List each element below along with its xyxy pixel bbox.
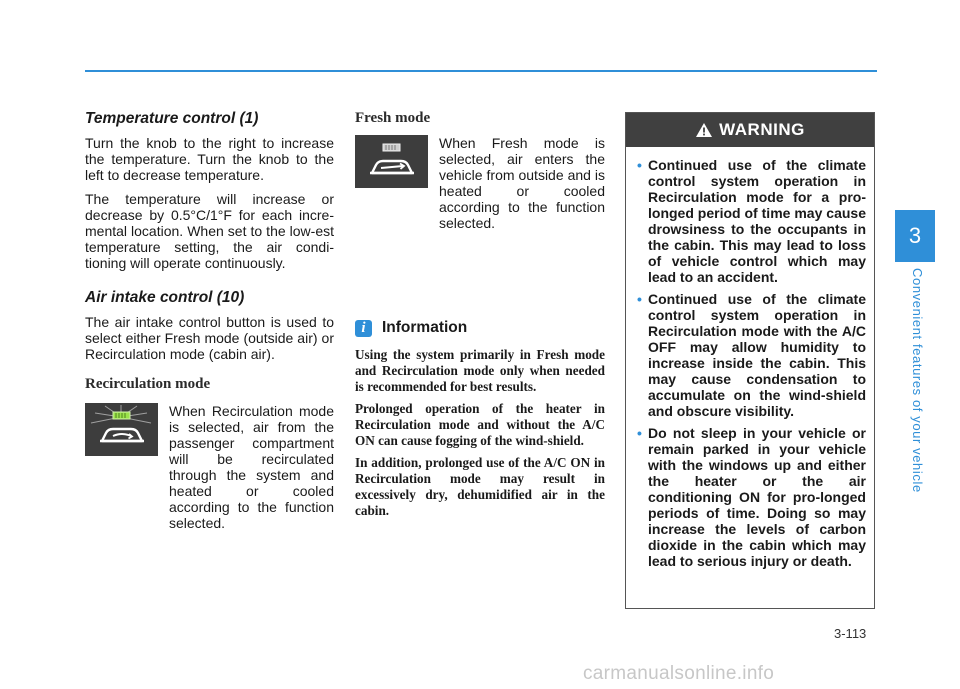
info-icon: i: [355, 320, 372, 337]
chapter-title: Convenient features of your vehicle: [910, 268, 925, 493]
warning-item-text: Do not sleep in your vehicle or remain parked in your vehicle with the windows up and either the heater or the air conditioning ON for pro-longed periods of time. Doing so may increase the levels of carbon dioxide in the cabin which may lead to serious injury or death.: [648, 425, 866, 569]
bullet-icon: •: [637, 425, 642, 441]
chapter-number-tab: 3: [895, 210, 935, 262]
air-intake-paragraph: The air intake control button is used to select either Fresh mode (outside air) or Recirculation mode (cabin air).: [85, 314, 334, 362]
warning-item-text: Continued use of the climate control system operation in Recirculation mode for a pro-longed period of time may cause drowsiness to the occupants in the cabin. This may lead to loss of vehicle control which may lead to an accident.: [648, 157, 866, 285]
watermark: carmanualsonline.info: [583, 663, 775, 684]
recirculation-mode-text: When Recirculation mode is selected, air from the passenger compartment will be recirculated through the system and heated or cooled according to the function selected.: [169, 403, 334, 531]
warning-box: [625, 112, 875, 609]
information-title: Information: [382, 319, 468, 336]
fresh-mode-heading: Fresh mode: [355, 110, 431, 126]
information-paragraph-1: Using the system primarily in Fresh mode and Recirculation mode only when needed is recommended for best results.: [355, 347, 605, 394]
temperature-control-heading: Temperature control (1): [85, 110, 259, 127]
warning-title: WARNING: [719, 120, 805, 139]
left-column: [85, 110, 334, 531]
air-intake-heading: Air intake control (10): [85, 289, 245, 306]
car-recirculation-icon: [85, 403, 158, 456]
page-number: 3-113: [834, 626, 867, 641]
top-rule: [85, 70, 877, 72]
warning-header: [626, 113, 874, 147]
temperature-paragraph-2: The temperature will increase or decrease by 0.5°C/1°F for each incre-mental location. When set to the low-est temperature setting, the air condi-tioning will operate continuously.: [85, 191, 334, 271]
warning-item: [637, 157, 866, 285]
information-paragraph-3: In addition, prolonged use of the A/C ON in Recirculation mode may result in excessively dry, dehumidified air in the cabin.: [355, 455, 605, 518]
bullet-icon: •: [637, 157, 642, 173]
warning-triangle-icon: [695, 122, 713, 138]
temperature-paragraph-1: Turn the knob to the right to increase the temperature. Turn the knob to the left to decrease temperature.: [85, 135, 334, 183]
bullet-icon: •: [637, 291, 642, 307]
car-fresh-air-icon: [355, 135, 428, 188]
recirculation-mode-heading: Recirculation mode: [85, 376, 211, 392]
information-paragraph-2: Prolonged operation of the heater in Recirculation mode and without the A/C ON can cause fogging of the wind-shield.: [355, 401, 605, 448]
fresh-mode-text: When Fresh mode is selected, air enters the vehicle from outside and is heated or cooled according to the function selected.: [439, 135, 605, 231]
warning-item-text: Continued use of the climate control system operation in Recirculation mode with the A/C OFF may allow humidity to increase inside the cabin. This may cause condensation to accumulate on the wind-shield and obscure visibility.: [648, 291, 866, 419]
information-heading: [355, 319, 605, 337]
fresh-mode-block: [355, 135, 605, 231]
warning-item: [637, 425, 866, 569]
recirculation-mode-block: [85, 403, 334, 531]
warning-list: [626, 147, 874, 569]
warning-item: [637, 291, 866, 419]
middle-column: [355, 110, 605, 525]
